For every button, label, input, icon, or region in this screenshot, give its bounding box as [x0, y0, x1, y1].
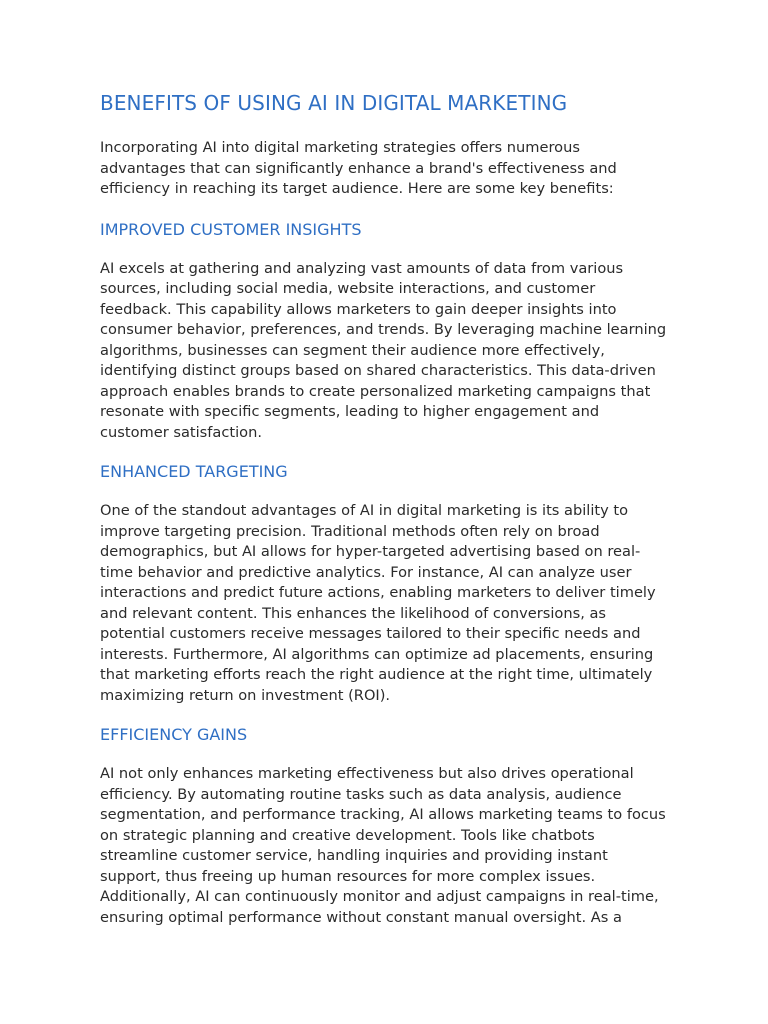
section-paragraph: One of the standout advantages of AI in digital marketing is its ability to improve targeting precision. Traditional methods often rely on broad demographics, but AI allows for hyper-targeted advertising based on real-time behavior and predictive analytics. For instance, AI can analyze user interactions and predict future actions, enabling marketers to deliver timely and relevant content. This enhances the likelihood of conversions, as potential customers receive messages tailored to their specific needs and interests. Furthermore, AI algorithms can optimize ad placements, ensuring that marketing efforts reach the right audience at the right time, ultimately maximizing return on investment (ROI). — [100, 502, 656, 704]
section-paragraph: AI excels at gathering and analyzing vast amounts of data from various sources, including social media, website interactions, and customer feedback. This capability allows marketers to gain deeper insights into consumer behavior, preferences, and trends. By leveraging machine learning algorithms, businesses can segment their audience more effectively, identifying distinct groups based on shared characteristics. This data-driven approach enables brands to create personalized marketing campaigns that resonate with specific segments, leading to higher engagement and customer satisfaction. — [100, 259, 667, 441]
page-title: BENEFITS OF USING AI IN DIGITAL MARKETING — [100, 91, 568, 115]
section-heading: IMPROVED CUSTOMER INSIGHTS — [100, 219, 362, 239]
section-enhanced-targeting — [100, 461, 668, 706]
section-heading: EFFICIENCY GAINS — [100, 725, 248, 744]
section-improved-customer-insights — [100, 219, 668, 444]
section-heading: ENHANCED TARGETING — [100, 462, 288, 481]
section-efficiency-gains — [100, 724, 668, 928]
document-page — [100, 88, 668, 946]
intro-paragraph: Incorporating AI into digital marketing strategies offers numerous advantages that can significantly enhance a brand's effectiveness and efficiency in reaching its target audience. Here are some key benefits: — [100, 139, 617, 197]
section-paragraph: AI not only enhances marketing effectiveness but also drives operational efficiency. By automating routine tasks such as data analysis, audience segmentation, and performance tracking, AI allows marketing teams to focus on strategic planning and creative development. Tools like chatbots streamline customer service, handling inquiries and providing instant support, thus freeing up human resources for more complex issues. Additionally, AI can continuously monitor and adjust campaigns in real-time, ensuring optimal performance without constant manual oversight. As a — [100, 765, 666, 926]
